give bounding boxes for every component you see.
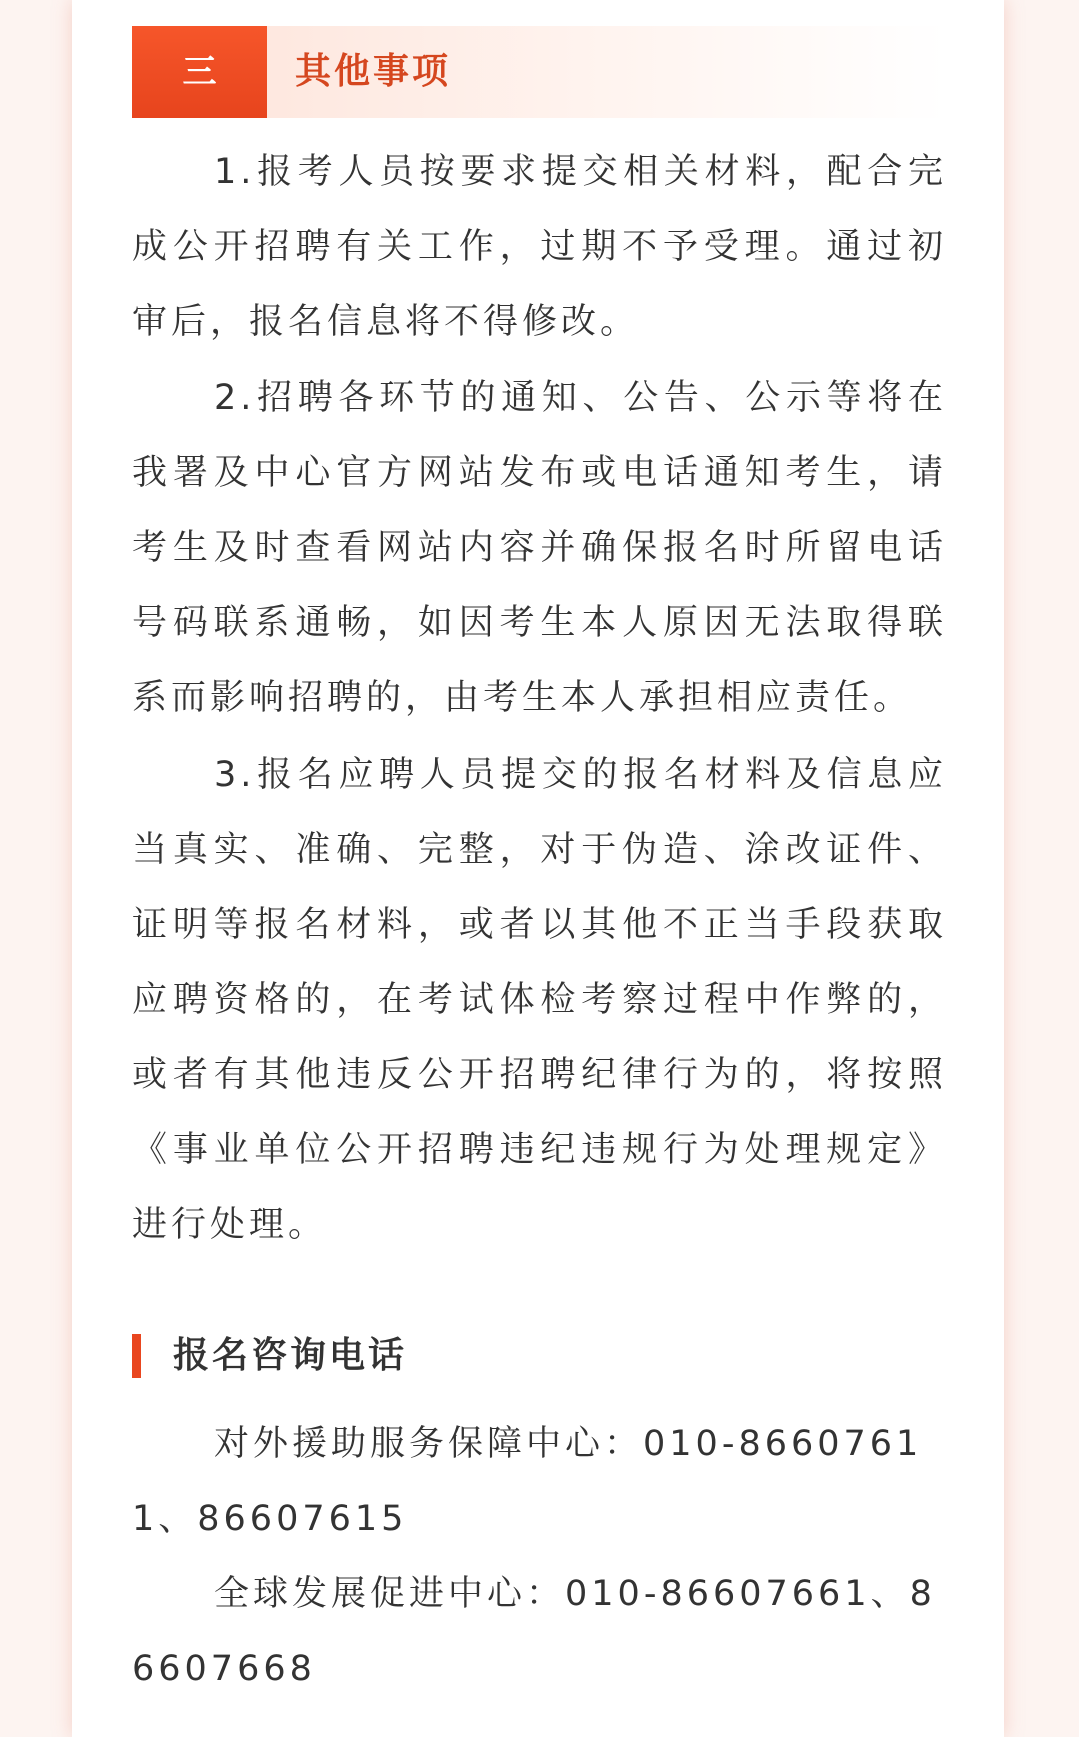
contact-org-1: 对外援助服务保障中心： bbox=[214, 1424, 644, 1464]
section-number: 三 bbox=[132, 26, 267, 118]
paragraph-1: 1.报考人员按要求提交相关材料，配合完成公开招聘有关工作，过期不予受理。通过初审后，报名信息将不得修改。 bbox=[132, 152, 947, 342]
contact-entry-2 bbox=[132, 1557, 947, 1707]
paragraph-3: 3.报名应聘人员提交的报名材料及信息应当真实、准确、完整，对于伪造、涂改证件、证明等报名材料，或者以其他不正当手段获取应聘资格的，在考试体检考察过程中作弊的，或者有其他违反公开招聘纪律行为的，将按照《事业单位公开招聘违纪违规行为处理规定》进行处理。 bbox=[132, 755, 947, 1245]
contact-phones-1: 010-86607611、86607615 bbox=[132, 1424, 923, 1539]
contact-org-2: 全球发展促进中心： bbox=[214, 1574, 566, 1614]
contact-heading: 报名咨询电话 bbox=[132, 1334, 407, 1378]
paragraph-2: 2.招聘各环节的通知、公告、公示等将在我署及中心官方网站发布或电话通知考生，请考生及时查看网站内容并确保报名时所留电话号码联系通畅，如因考生本人原因无法取得联系而影响招聘的，由考生本人承担相应责任。 bbox=[132, 378, 947, 718]
section-header bbox=[132, 26, 947, 118]
contact-phones-2: 010-86607661、86607668 bbox=[132, 1574, 936, 1689]
contact-entry-1 bbox=[132, 1407, 947, 1557]
section-title: 其他事项 bbox=[295, 51, 452, 92]
